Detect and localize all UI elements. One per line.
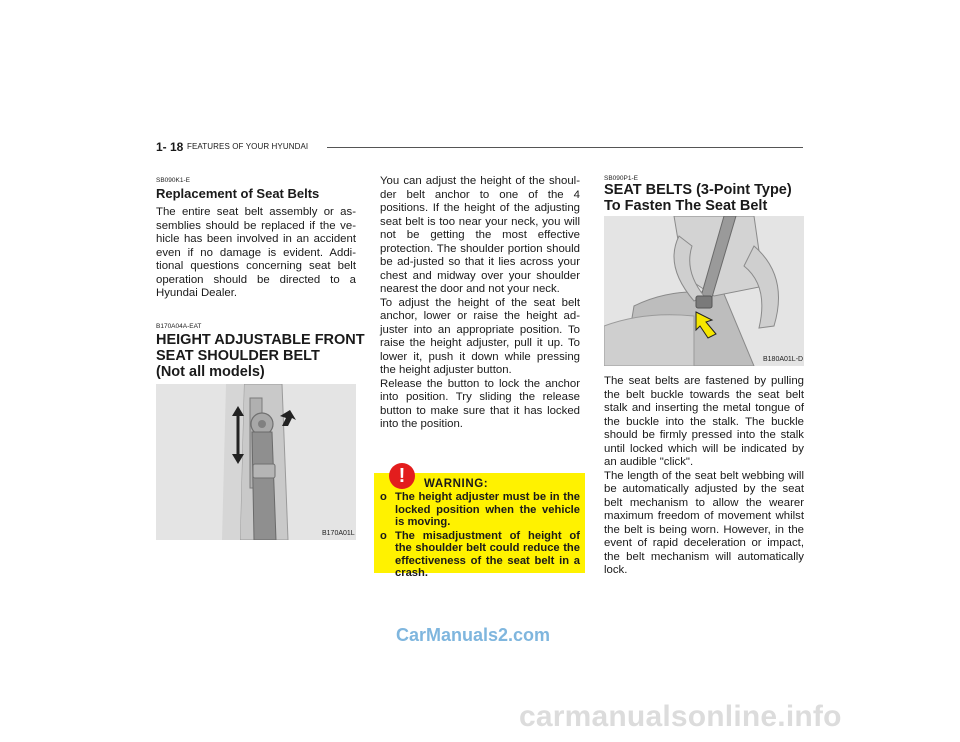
figure-caption-b170: B170A01L (322, 530, 355, 537)
warning-exclamation-icon: ! (389, 463, 415, 489)
paragraph-2: To adjust the height of the seat belt anchor, lower or raise the height ad-juster into an appropriate position. To raise the height adjuster, pull it up. To lower it, push it down while pressing the height adjuster button. (380, 296, 580, 376)
paragraph-1: The seat belts are fastened by pulling the belt buckle towards the seat belt stalk and inserting the metal tongue of the buckle into the stalk. The buckle should be firmly pressed into the stalk until locked which will be indicated by an audible "click". (604, 375, 804, 468)
warning-title: WARNING: (424, 478, 489, 490)
figure-caption-b180: B180A01L-D (763, 356, 804, 363)
warning-item-text: The misadjustment of height of the shoulder belt could reduce the effectiveness of the seat belt in a crash. (395, 529, 580, 579)
header-rule (327, 147, 803, 148)
sec3-heading-line1: SEAT BELTS (3-Point Type) (604, 182, 792, 198)
warning-bullet: o (380, 529, 387, 542)
sec2-heading-line2: SEAT SHOULDER BELT (156, 348, 320, 364)
watermark-top: CarManuals2.com (396, 625, 551, 645)
paragraph-2: The length of the seat belt webbing will be automatically adjusted by the seat belt mechanism to allow the wearer maximum freedom of movement whilst the belt is being worn. However, in the event of rapid deceleration or impact, the belt mechanism will automatically lock. (604, 469, 804, 576)
sec3-heading-line2: To Fasten The Seat Belt (604, 198, 768, 214)
paragraph-1: You can adjust the height of the shoul-der belt anchor to one of the 4 positions. If the height of the adjusting seat belt is too near your neck, you will not be getting the most effective protection. The shoulder portion should be ad-justed so that it lies across your chest and midway over your shoulder nearest the door and not your neck. (380, 175, 580, 295)
warning-list (380, 491, 580, 581)
sec2-code: B170A04A-EAT (156, 323, 202, 330)
warning-item-text: The height adjuster must be in the locked position when the vehicle is moving. (395, 491, 580, 528)
fasten-text (604, 375, 804, 578)
warning-item (380, 530, 580, 580)
sec2-heading-line3: (Not all models) (156, 364, 265, 380)
warning-item (380, 491, 580, 529)
watermark-bottom: carmanualsonline.info (519, 700, 842, 733)
sec1-code: SB090K1-E (156, 177, 190, 184)
warning-bullet: o (380, 491, 387, 503)
fasten-seat-belt-illustration (604, 216, 804, 366)
sec1-body: The entire seat belt assembly or as-semblies should be replaced if the ve-hicle has been involved in an accident even if no damage is evident. Addi-tional questions concerning seat belt operation should be directed to a Hyundai Dealer. (156, 206, 356, 299)
paragraph-3: Release the button to lock the anchor into position. Try sliding the release button to make sure that it has locked into the position. (380, 377, 580, 430)
page-number: 1- 18 (156, 140, 184, 154)
sec3-code: SB090P1-E (604, 175, 638, 182)
sec2-heading-line1: HEIGHT ADJUSTABLE FRONT (156, 332, 365, 348)
sec1-heading: Replacement of Seat Belts (156, 186, 320, 201)
height-adjuster-illustration (156, 384, 356, 540)
height-adjust-text (380, 175, 580, 432)
section-title: FEATURES OF YOUR HYUNDAI (187, 142, 309, 151)
